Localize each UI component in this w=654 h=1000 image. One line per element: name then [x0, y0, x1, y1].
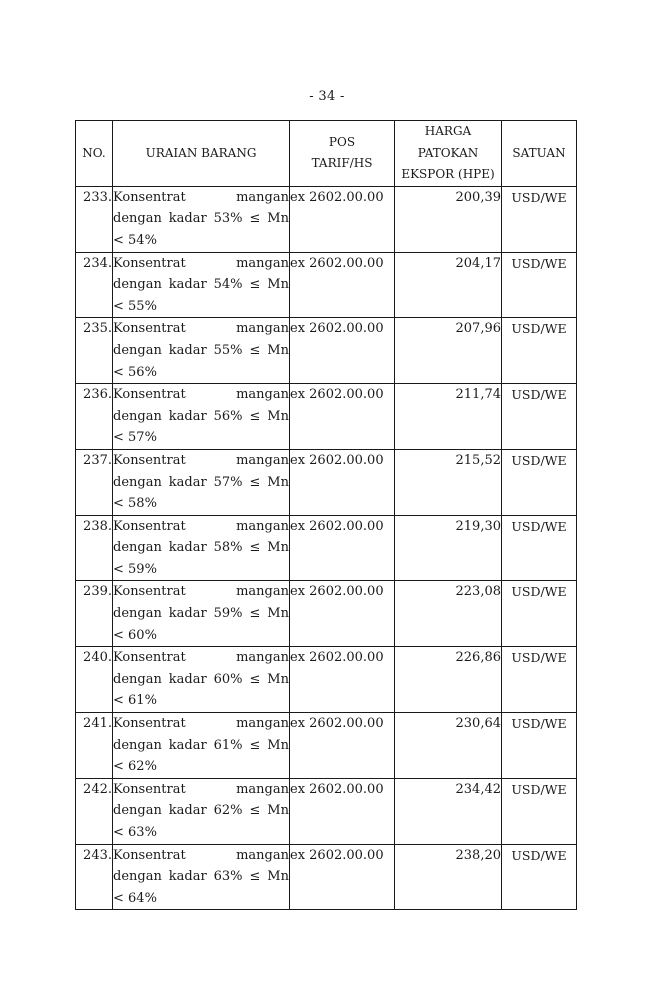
- row-number: 236.: [76, 384, 113, 450]
- description-word: ≤: [249, 606, 261, 622]
- header-pos-line2: TARIF/HS: [311, 156, 373, 171]
- description-word: ≤: [249, 211, 261, 227]
- description-line2: [113, 866, 289, 888]
- description-word: dengan: [113, 606, 162, 622]
- description-word: 56%: [213, 408, 243, 424]
- description-word: 54%: [213, 277, 243, 293]
- description-word: kadar: [168, 803, 207, 819]
- hpe-table: [75, 120, 577, 910]
- description-word: kadar: [168, 408, 207, 424]
- description-word: 57%: [213, 474, 243, 490]
- row-pos-tarif: ex 2602.00.00: [290, 449, 395, 515]
- header-hpe-line2: PATOKAN: [417, 145, 479, 160]
- row-number: 238.: [76, 515, 113, 581]
- description-word: ≤: [249, 540, 261, 556]
- description-word: kadar: [168, 671, 207, 687]
- row-hpe-value: 238,20: [395, 844, 502, 910]
- description-word: Mn: [267, 408, 289, 424]
- description-word: ≤: [249, 869, 261, 885]
- description-word: Mn: [267, 277, 289, 293]
- description-line2: [113, 800, 289, 822]
- row-description: [113, 778, 290, 844]
- row-number: 239.: [76, 581, 113, 647]
- description-word: kadar: [168, 277, 207, 293]
- description-word: ≤: [249, 803, 261, 819]
- description-word: dengan: [113, 211, 162, 227]
- row-satuan: USD/WE: [502, 186, 577, 252]
- row-satuan: USD/WE: [502, 581, 577, 647]
- header-no: NO.: [76, 121, 113, 187]
- description-word: dengan: [113, 869, 162, 885]
- row-hpe-value: 226,86: [395, 647, 502, 713]
- row-description: [113, 713, 290, 779]
- description-word: kadar: [168, 869, 207, 885]
- description-word: dengan: [113, 408, 162, 424]
- table-row: [76, 713, 577, 779]
- header-pos-line1: POS: [328, 134, 356, 149]
- description-word: Konsentrat: [113, 781, 186, 797]
- description-word: Mn: [267, 869, 289, 885]
- row-number: 243.: [76, 844, 113, 910]
- description-word: dengan: [113, 474, 162, 490]
- row-pos-tarif: ex 2602.00.00: [290, 252, 395, 318]
- row-pos-tarif: ex 2602.00.00: [290, 844, 395, 910]
- row-hpe-value: 200,39: [395, 186, 502, 252]
- description-word: Konsentrat: [113, 189, 186, 205]
- row-pos-tarif: ex 2602.00.00: [290, 186, 395, 252]
- description-word: ≤: [249, 737, 261, 753]
- description-word: Konsentrat: [113, 452, 186, 468]
- row-description: [113, 647, 290, 713]
- description-word: Mn: [267, 737, 289, 753]
- description-line3: < 54%: [113, 232, 157, 248]
- description-word: Mn: [267, 606, 289, 622]
- table-row: [76, 449, 577, 515]
- row-description: [113, 581, 290, 647]
- row-hpe-value: 234,42: [395, 778, 502, 844]
- description-line3: < 62%: [113, 759, 157, 775]
- description-line1: [113, 581, 289, 603]
- description-word: mangan: [236, 584, 289, 600]
- description-word: dengan: [113, 803, 162, 819]
- description-line3: < 58%: [113, 496, 157, 512]
- description-word: mangan: [236, 189, 289, 205]
- description-word: Konsentrat: [113, 321, 186, 337]
- row-pos-tarif: ex 2602.00.00: [290, 778, 395, 844]
- description-word: ≤: [249, 474, 261, 490]
- description-word: mangan: [236, 321, 289, 337]
- row-pos-tarif: ex 2602.00.00: [290, 581, 395, 647]
- table-row: [76, 647, 577, 713]
- description-word: 59%: [213, 606, 243, 622]
- description-word: 60%: [213, 671, 243, 687]
- row-satuan: USD/WE: [502, 252, 577, 318]
- table-row: [76, 252, 577, 318]
- description-word: Mn: [267, 474, 289, 490]
- description-word: 63%: [213, 869, 243, 885]
- description-line3: < 57%: [113, 430, 157, 446]
- description-line1: [113, 713, 289, 735]
- table-row: [76, 318, 577, 384]
- description-word: mangan: [236, 452, 289, 468]
- description-word: dengan: [113, 540, 162, 556]
- description-word: kadar: [168, 342, 207, 358]
- row-pos-tarif: ex 2602.00.00: [290, 515, 395, 581]
- row-pos-tarif: ex 2602.00.00: [290, 713, 395, 779]
- description-line1: [113, 187, 289, 209]
- table-header-row: [76, 121, 577, 187]
- description-word: Konsentrat: [113, 847, 186, 863]
- description-word: Mn: [267, 803, 289, 819]
- description-word: Konsentrat: [113, 387, 186, 403]
- row-description: [113, 844, 290, 910]
- description-word: mangan: [236, 650, 289, 666]
- row-hpe-value: 215,52: [395, 449, 502, 515]
- description-word: dengan: [113, 671, 162, 687]
- header-satuan: SATUAN: [502, 121, 577, 187]
- page-number: - 34 -: [309, 89, 345, 104]
- description-word: ≤: [249, 342, 261, 358]
- row-satuan: USD/WE: [502, 713, 577, 779]
- description-word: ≤: [249, 408, 261, 424]
- description-word: 58%: [213, 540, 243, 556]
- description-word: mangan: [236, 518, 289, 534]
- header-pos-tarif: [290, 121, 395, 187]
- row-number: 242.: [76, 778, 113, 844]
- description-line3: < 60%: [113, 627, 157, 643]
- description-word: 55%: [213, 342, 243, 358]
- description-line2: [113, 340, 289, 362]
- row-hpe-value: 204,17: [395, 252, 502, 318]
- row-number: 237.: [76, 449, 113, 515]
- row-description: [113, 449, 290, 515]
- row-hpe-value: 223,08: [395, 581, 502, 647]
- row-description: [113, 515, 290, 581]
- description-line2: [113, 274, 289, 296]
- description-line3: < 61%: [113, 693, 157, 709]
- row-pos-tarif: ex 2602.00.00: [290, 384, 395, 450]
- row-hpe-value: 230,64: [395, 713, 502, 779]
- row-description: [113, 384, 290, 450]
- description-word: 62%: [213, 803, 243, 819]
- description-line2: [113, 406, 289, 428]
- row-satuan: USD/WE: [502, 778, 577, 844]
- description-line2: [113, 208, 289, 230]
- description-line2: [113, 472, 289, 494]
- description-line1: [113, 647, 289, 669]
- table-row: [76, 515, 577, 581]
- description-word: Konsentrat: [113, 650, 186, 666]
- row-hpe-value: 207,96: [395, 318, 502, 384]
- description-word: Mn: [267, 540, 289, 556]
- row-number: 241.: [76, 713, 113, 779]
- description-line1: [113, 253, 289, 275]
- header-hpe-line3: EKSPOR (HPE): [401, 167, 495, 182]
- description-word: 61%: [213, 737, 243, 753]
- description-word: Konsentrat: [113, 584, 186, 600]
- description-word: mangan: [236, 781, 289, 797]
- description-word: Mn: [267, 671, 289, 687]
- header-hpe-line1: HARGA: [424, 124, 472, 138]
- row-satuan: USD/WE: [502, 449, 577, 515]
- row-description: [113, 252, 290, 318]
- description-word: mangan: [236, 255, 289, 271]
- description-word: Konsentrat: [113, 255, 186, 271]
- description-word: dengan: [113, 277, 162, 293]
- row-number: 234.: [76, 252, 113, 318]
- description-word: kadar: [168, 606, 207, 622]
- description-line3: < 64%: [113, 890, 157, 906]
- description-word: dengan: [113, 342, 162, 358]
- table-row: [76, 581, 577, 647]
- row-number: 240.: [76, 647, 113, 713]
- description-word: ≤: [249, 277, 261, 293]
- description-word: mangan: [236, 716, 289, 732]
- description-line2: [113, 669, 289, 691]
- row-description: [113, 186, 290, 252]
- row-satuan: USD/WE: [502, 844, 577, 910]
- row-hpe-value: 211,74: [395, 384, 502, 450]
- description-line1: [113, 450, 289, 472]
- description-word: dengan: [113, 737, 162, 753]
- table-row: [76, 384, 577, 450]
- description-line1: [113, 845, 289, 867]
- row-satuan: USD/WE: [502, 515, 577, 581]
- row-pos-tarif: ex 2602.00.00: [290, 647, 395, 713]
- description-word: Konsentrat: [113, 518, 186, 534]
- header-description: URAIAN BARANG: [113, 121, 290, 187]
- row-pos-tarif: ex 2602.00.00: [290, 318, 395, 384]
- description-word: kadar: [168, 211, 207, 227]
- description-word: mangan: [236, 387, 289, 403]
- description-word: kadar: [168, 474, 207, 490]
- row-description: [113, 318, 290, 384]
- description-line1: [113, 516, 289, 538]
- description-word: kadar: [168, 540, 207, 556]
- description-word: Konsentrat: [113, 716, 186, 732]
- row-satuan: USD/WE: [502, 384, 577, 450]
- description-word: 53%: [213, 211, 243, 227]
- table-row: [76, 778, 577, 844]
- description-word: Mn: [267, 211, 289, 227]
- description-line3: < 56%: [113, 364, 157, 380]
- description-line3: < 59%: [113, 561, 157, 577]
- description-line2: [113, 603, 289, 625]
- row-number: 233.: [76, 186, 113, 252]
- description-line2: [113, 735, 289, 757]
- row-number: 235.: [76, 318, 113, 384]
- row-satuan: USD/WE: [502, 647, 577, 713]
- description-line1: [113, 318, 289, 340]
- description-line1: [113, 779, 289, 801]
- description-line1: [113, 384, 289, 406]
- description-word: ≤: [249, 671, 261, 687]
- description-word: Mn: [267, 342, 289, 358]
- description-word: kadar: [168, 737, 207, 753]
- row-satuan: USD/WE: [502, 318, 577, 384]
- table-row: [76, 844, 577, 910]
- header-hpe: [395, 121, 502, 187]
- description-line2: [113, 537, 289, 559]
- table-body: [76, 186, 577, 910]
- description-line3: < 63%: [113, 825, 157, 840]
- row-hpe-value: 219,30: [395, 515, 502, 581]
- description-word: mangan: [236, 847, 289, 863]
- description-line3: < 55%: [113, 298, 157, 314]
- table-row: [76, 186, 577, 252]
